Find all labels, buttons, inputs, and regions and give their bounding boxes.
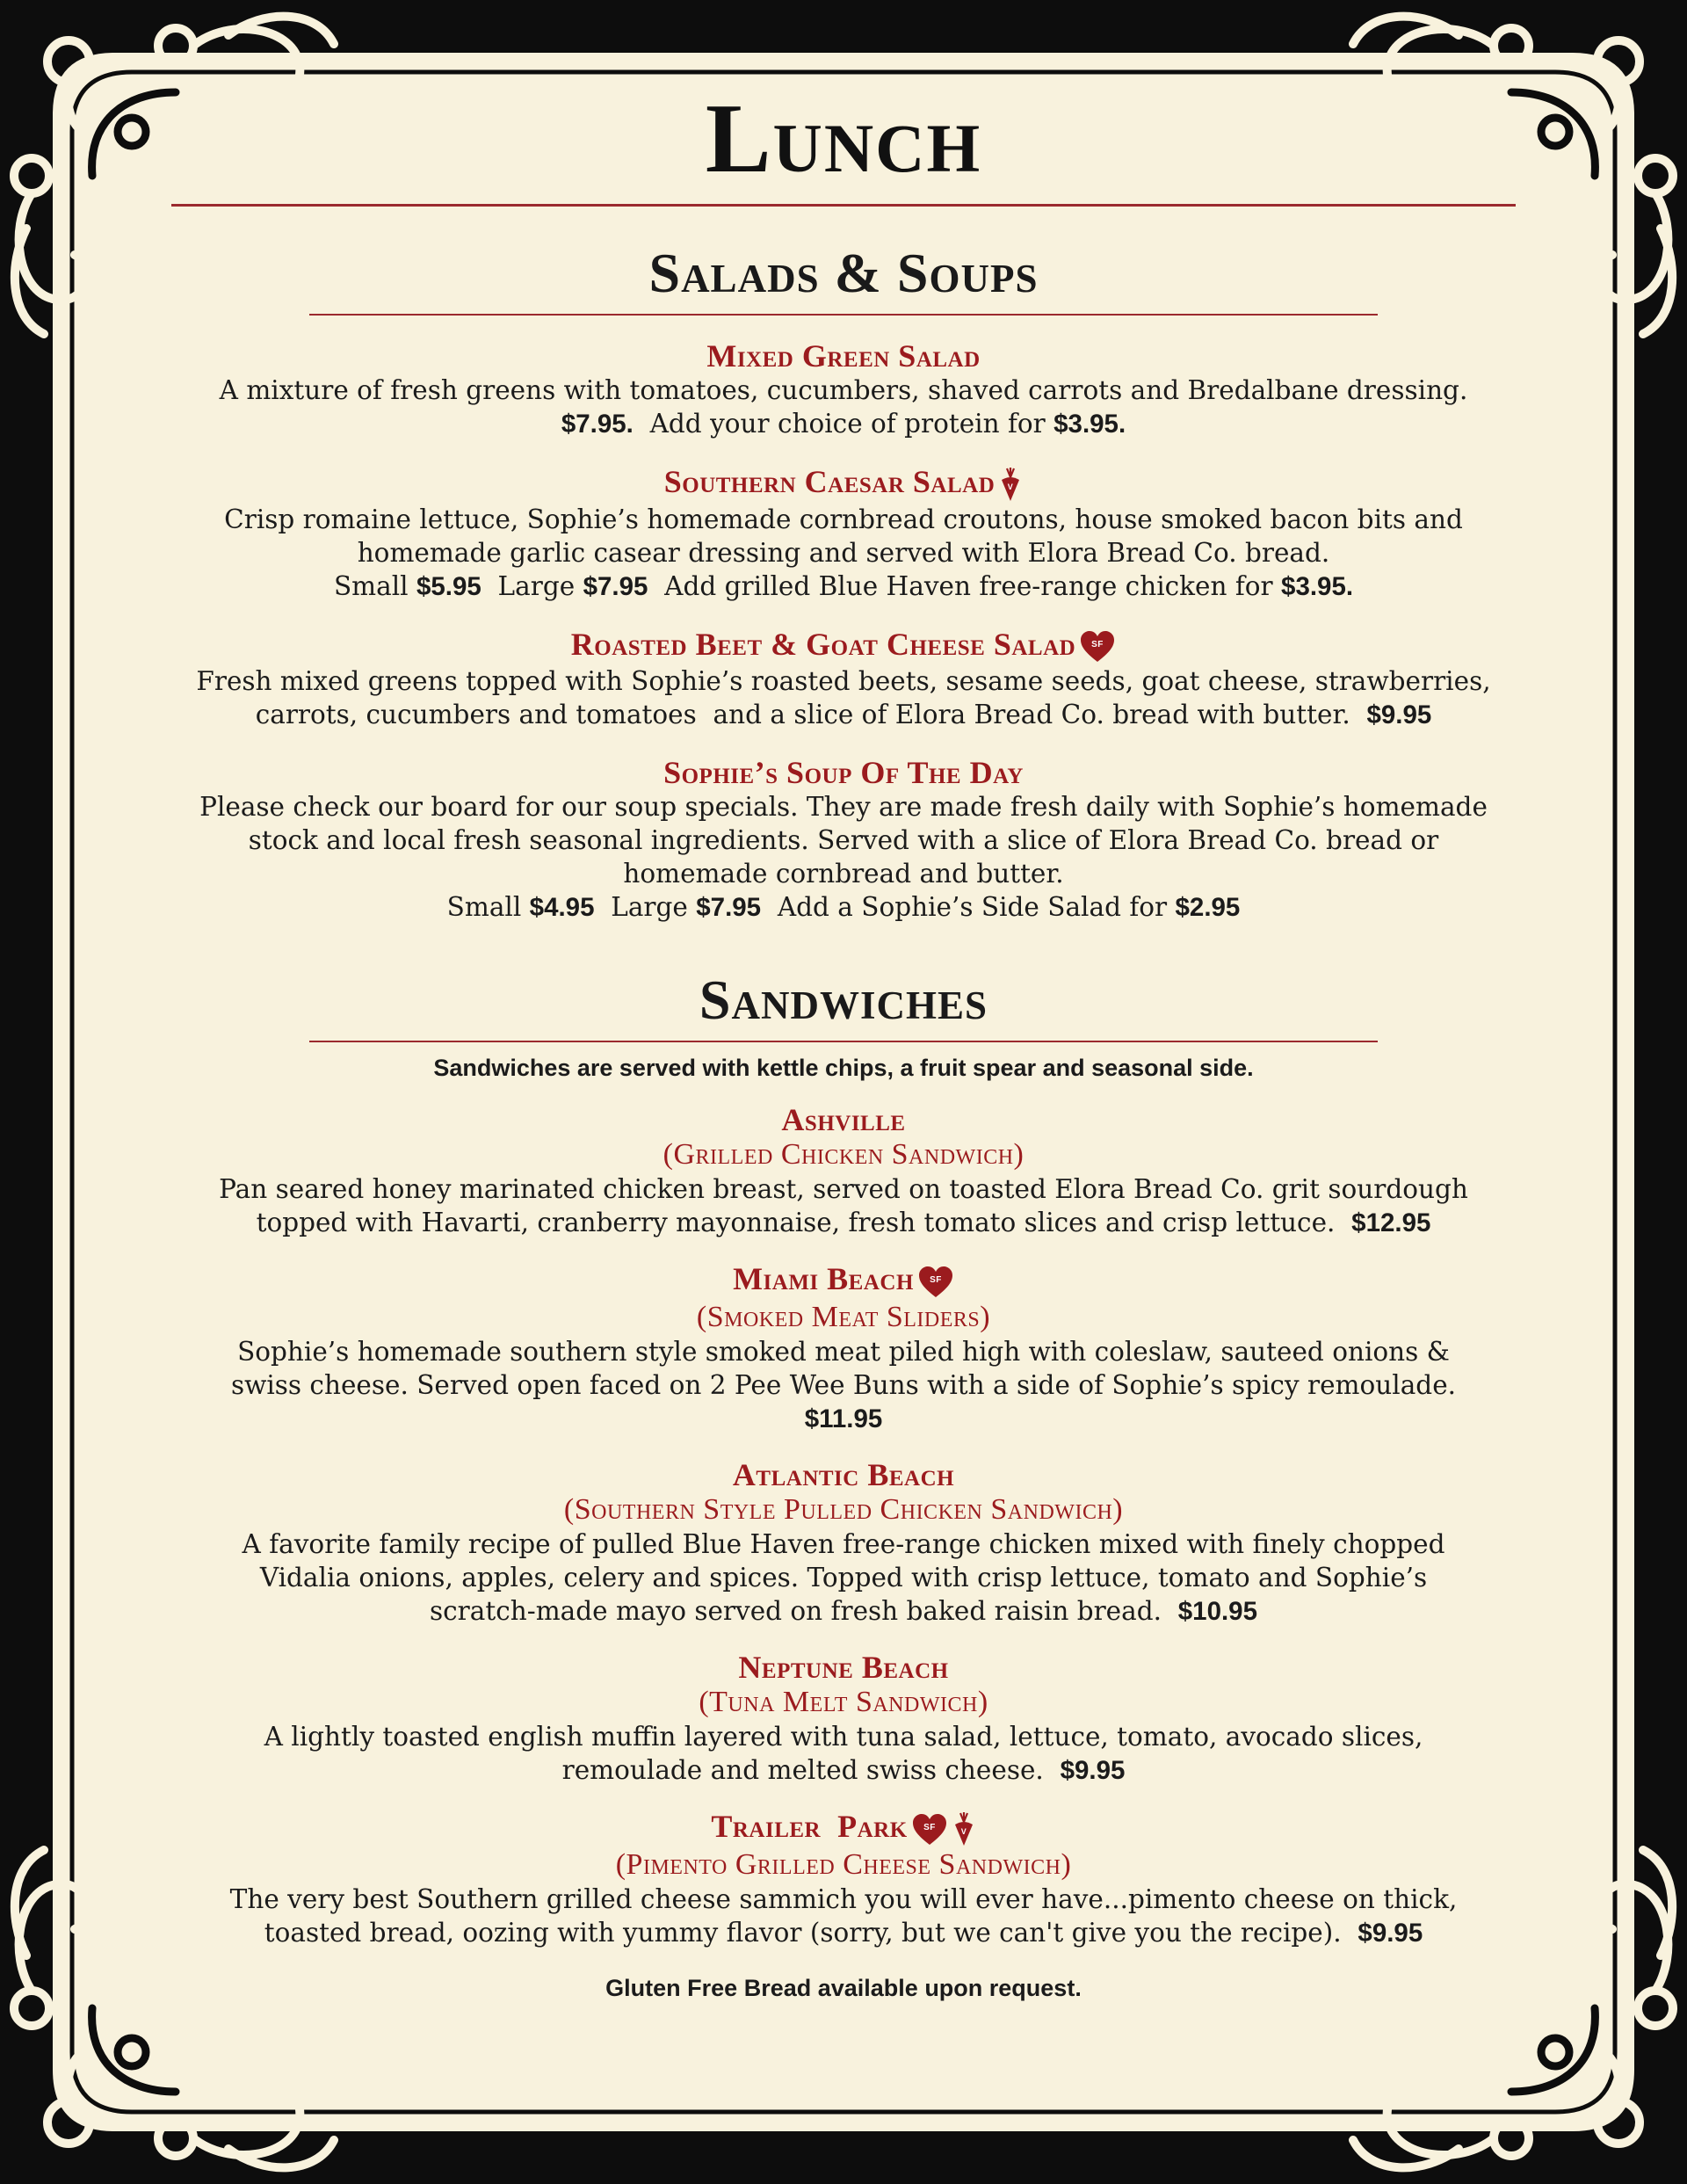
description-text: topped with Havarti, cranberry mayonnaise, fresh tomato slices and crisp lettuce.: [256, 1208, 1352, 1238]
price-text: Large: [481, 570, 583, 601]
description-text: scratch-made mayo served on fresh baked raisin bread.: [430, 1596, 1178, 1627]
item-price: $5.95: [416, 571, 481, 601]
svg-text:V: V: [960, 1826, 967, 1836]
menu-item-miami-beach: [141, 1261, 1546, 1436]
description-text: toasted bread, oozing with yummy flavor (sorry, but we can't give you the recipe).: [264, 1917, 1358, 1948]
sophies-favorite-heart-icon: [917, 1265, 954, 1300]
item-price-line: [141, 1402, 1546, 1436]
menu-item-atlantic-beach: [141, 1457, 1546, 1629]
description-text: carrots, cucumbers and tomatoes and a slice of Elora Bread Co. bread with butter.: [255, 700, 1367, 730]
item-description: Crisp romaine lettuce, Sophie’s homemade cornbread croutons, house smoked bacon bits and: [224, 504, 1463, 534]
item-description: Vidalia onions, apples, celery and spices. Topped with crisp lettuce, tomato and Sophie’s: [259, 1563, 1428, 1593]
menu-item-roasted-beet-salad: [141, 627, 1546, 733]
svg-text:SF: SF: [923, 1822, 936, 1832]
item-description: Sophie’s homemade southern style smoked meat piled high with coleslaw, sauteed onions &: [237, 1337, 1450, 1368]
item-description: A mixture of fresh greens with tomatoes, cucumbers, shaved carrots and Bredalbane dressing.: [219, 375, 1468, 405]
item-description: swiss cheese. Served open faced on 2 Pee Wee Buns with a side of Sophie’s spicy remoulade.: [230, 1370, 1457, 1401]
section-salads-soups: [141, 242, 1546, 925]
section-divider: [309, 1041, 1378, 1042]
menu-item-mixed-green-salad: [141, 338, 1546, 441]
item-name: Trailer Park: [711, 1809, 908, 1845]
item-name: Mixed Green Salad: [706, 338, 981, 374]
item-description: homemade garlic casear dressing and served with Elora Bread Co. bread.: [357, 537, 1330, 568]
item-price: $9.95: [1366, 700, 1432, 730]
section-heading-salads: Salads & Soups: [648, 242, 1039, 304]
item-price: $7.95.: [561, 410, 634, 439]
item-description: A favorite family recipe of pulled Blue Haven free-range chicken mixed with finely chopped: [242, 1529, 1445, 1560]
item-price-line: [141, 890, 1546, 925]
menu-item-neptune-beach: [141, 1650, 1546, 1788]
page-title: Lunch: [705, 84, 982, 193]
item-name: Southern Caesar Salad: [663, 464, 996, 499]
item-name-row: [141, 1809, 1546, 1847]
item-price: $7.95: [696, 893, 762, 923]
item-description: The very best Southern grilled cheese sammich you will ever have...pimento cheese on thick,: [229, 1883, 1458, 1914]
gluten-free-note: Gluten Free Bread available upon request.: [605, 1974, 1082, 2001]
item-subtitle: (Tuna Melt Sandwich): [699, 1686, 988, 1719]
item-description: Pan seared honey marinated chicken breast, served on toasted Elora Bread Co. grit sourdough: [219, 1174, 1468, 1205]
description-text: remoulade and melted swiss cheese.: [561, 1755, 1061, 1786]
menu-item-soup-of-the-day: [141, 755, 1546, 925]
item-description: A lightly toasted english muffin layered with tuna salad, lettuce, tomato, avocado slices,: [264, 1722, 1423, 1752]
item-price: $11.95: [804, 1404, 883, 1434]
item-description-last: [141, 698, 1546, 732]
item-subtitle: (Pimento Grilled Cheese Sandwich): [615, 1847, 1072, 1881]
item-price: $9.95: [1060, 1756, 1126, 1786]
item-price: $2.95: [1175, 893, 1241, 923]
sophies-favorite-heart-icon: [1079, 629, 1116, 664]
item-description: Fresh mixed greens topped with Sophie’s roasted beets, sesame seeds, goat cheese, strawberries,: [196, 666, 1491, 697]
item-description: stock and local fresh seasonal ingredients. Served with a slice of Elora Bread Co. bread or: [248, 825, 1439, 856]
item-price: $9.95: [1358, 1918, 1423, 1948]
item-description: homemade cornbread and butter.: [623, 859, 1064, 889]
item-price: $10.95: [1177, 1597, 1257, 1627]
svg-text:SF: SF: [930, 1275, 942, 1286]
item-subtitle: (Grilled Chicken Sandwich): [662, 1138, 1025, 1172]
item-name: Miami Beach: [733, 1261, 914, 1297]
price-text: Add a Sophie’s Side Salad for: [761, 892, 1176, 923]
item-price: $7.95: [583, 571, 648, 601]
svg-text:SF: SF: [1091, 640, 1104, 650]
item-name: Atlantic Beach: [732, 1457, 955, 1493]
item-price-line: [141, 570, 1546, 604]
sophies-favorite-heart-icon: [911, 1812, 948, 1847]
item-name-row: [141, 627, 1546, 665]
price-text: Small: [446, 892, 530, 923]
section-divider: [309, 314, 1378, 316]
item-name-row: [141, 464, 1546, 503]
price-text: Small: [333, 570, 416, 601]
item-description: Please check our board for our soup specials. They are made fresh daily with Sophie’s homemade: [199, 792, 1488, 823]
item-description-last: [141, 1594, 1546, 1629]
item-name: Ashville: [781, 1102, 906, 1138]
price-text: Large: [594, 892, 697, 923]
item-name: Sophie’s Soup Of The Day: [663, 755, 1024, 791]
item-subtitle: (Smoked Meat Sliders): [696, 1301, 991, 1334]
item-description-last: [141, 1753, 1546, 1788]
menu-item-trailer-park: [141, 1809, 1546, 1950]
vegetarian-carrot-icon: [998, 468, 1023, 503]
item-price: $12.95: [1351, 1208, 1431, 1238]
price-text: Add your choice of protein for: [633, 409, 1054, 439]
item-price: $3.95.: [1281, 571, 1354, 601]
title-divider: [171, 204, 1516, 207]
item-price-line: [141, 407, 1546, 441]
section-heading-sandwiches: Sandwiches: [699, 969, 988, 1032]
price-text: Add grilled Blue Haven free-range chicken for: [648, 570, 1282, 601]
menu-item-southern-caesar-salad: [141, 464, 1546, 604]
item-name-row: [141, 1261, 1546, 1300]
vegetarian-carrot-icon: [952, 1812, 976, 1847]
item-price: $3.95.: [1053, 410, 1126, 439]
sandwiches-note: Sandwiches are served with kettle chips, a fruit spear and seasonal side.: [433, 1055, 1254, 1082]
item-description-last: [141, 1916, 1546, 1950]
item-name: Roasted Beet & Goat Cheese Salad: [570, 626, 1076, 662]
item-description-last: [141, 1206, 1546, 1240]
section-sandwiches: [141, 969, 1546, 2002]
item-subtitle: (Southern Style Pulled Chicken Sandwich): [563, 1493, 1124, 1527]
menu-content: [141, 53, 1546, 2003]
item-price: $4.95: [529, 893, 595, 923]
menu-item-ashville: [141, 1102, 1546, 1240]
item-name: Neptune Beach: [738, 1650, 949, 1686]
svg-text:V: V: [1008, 482, 1014, 491]
